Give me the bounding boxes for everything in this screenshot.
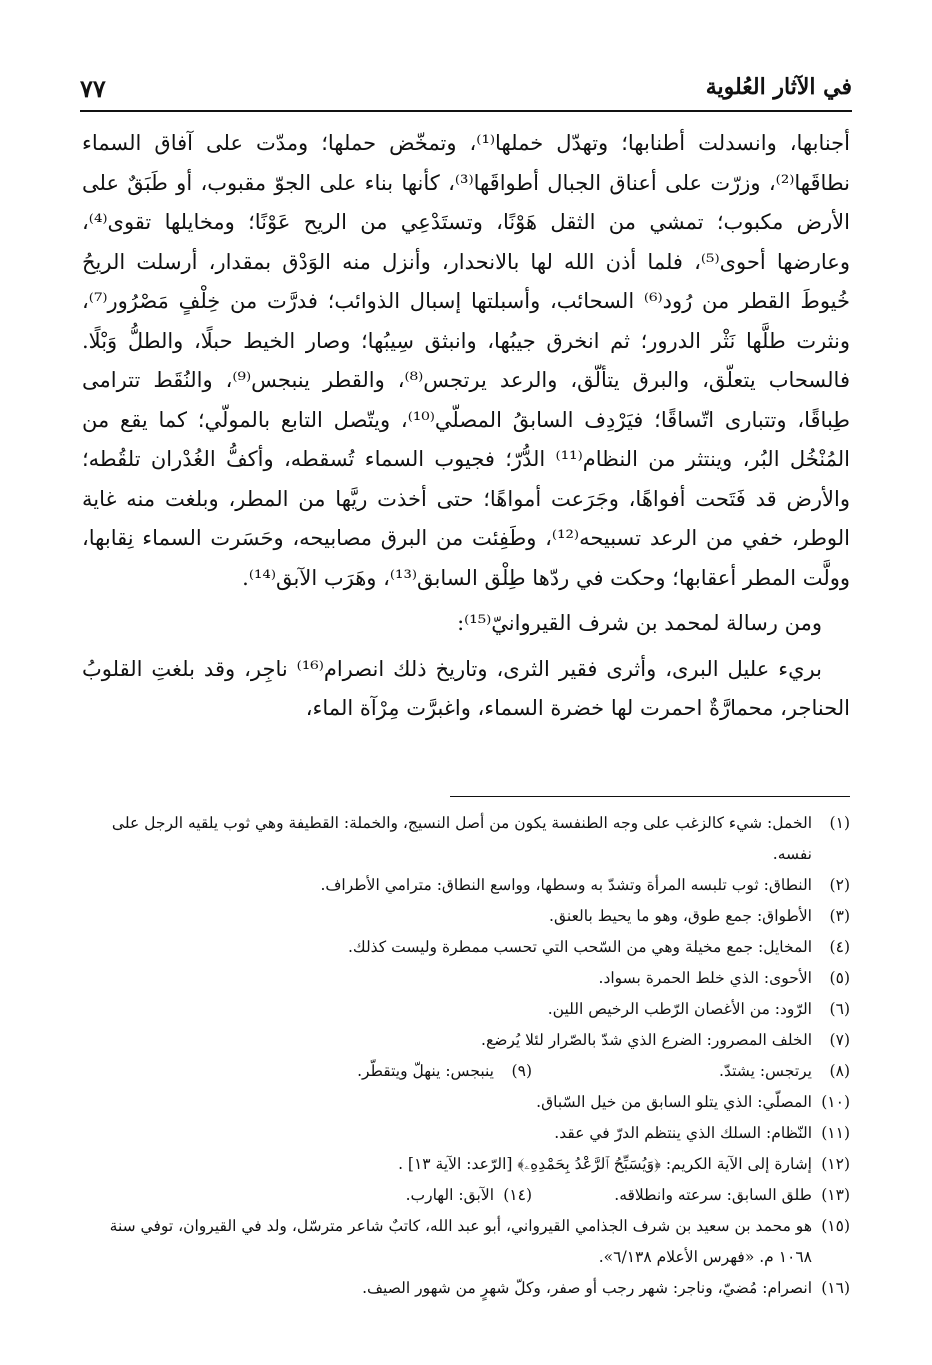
header-rule bbox=[80, 110, 852, 112]
footnote-text: المخايل: جمع مخيلة وهي من السّحب التي تحسب ممطرة وليست كذلك. bbox=[347, 938, 812, 956]
footnote-text: الآبق: الهارب. bbox=[405, 1186, 494, 1204]
footnote-text: النّظام: السلك الذي ينتظم الدرّ في عقد. bbox=[554, 1124, 812, 1142]
footnote-item bbox=[80, 932, 850, 963]
footnote-rule bbox=[450, 796, 850, 797]
footnote-row bbox=[80, 1180, 850, 1211]
footnote-item bbox=[552, 1180, 850, 1211]
footnote-text: النطاق: ثوب تلبسه المرأة وتشدّ به وسطها، وواسع النطاق: مترامي الأطراف. bbox=[320, 876, 812, 894]
closing-paragraph: بريء عليل البرى، وأثرى فقير الثرى، وتاريخ ذلك انصرام⁽¹⁶⁾ ناجِر، وقد بلغتِ القلوبُ الحناجر، محمارَّةٌ احمرت لها خضرة السماء، واغبرَّت مِرْآة الماء، bbox=[82, 656, 850, 720]
footnote-number: (١٣) bbox=[821, 1186, 850, 1204]
footnote-text: هو محمد بن سعيد بن شرف الجذامي القيرواني، أبو عبد الله، كاتبٌ شاعر مترسّل، ولد في القيروان، توفي سنة ١٠٦٨ م. «فهرس الأعلام ٦/١٣٨». bbox=[109, 1217, 812, 1266]
main-text bbox=[82, 124, 850, 729]
footnote-item bbox=[552, 1056, 850, 1087]
footnote-item bbox=[80, 1118, 850, 1149]
footnote-text: المصلّي: الذي يتلو السابق من خيل السّباق. bbox=[536, 1093, 812, 1111]
footnote-item bbox=[80, 1211, 850, 1273]
page-number: ٧٧ bbox=[80, 74, 106, 103]
footnote-number: (٢) bbox=[829, 876, 850, 894]
footnote-text: الخمل: شيء كالزغب على وجه الطنفسة يكون من أصل النسيج، والخملة: القطيفة وهي ثوب يلقيه الرجل على نفسه. bbox=[111, 814, 812, 863]
footnote-item bbox=[80, 1087, 850, 1118]
footnote-item bbox=[80, 963, 850, 994]
footnote-item bbox=[80, 1273, 850, 1304]
footnote-item bbox=[357, 1056, 532, 1087]
footnote-number: (١٦) bbox=[821, 1279, 850, 1297]
footnote-text: ينبجس: ينهلّ ويتقطّر. bbox=[357, 1062, 494, 1080]
footnote-item bbox=[406, 1180, 532, 1211]
footnote-text: يرتجس: يشتدّ. bbox=[719, 1062, 812, 1080]
footnote-item bbox=[80, 1025, 850, 1056]
footnote-row bbox=[80, 1056, 850, 1087]
footnote-item bbox=[80, 1149, 850, 1180]
page-header bbox=[80, 70, 852, 110]
body-paragraph: أجنابها، وانسدلت أطنابها؛ وتهدّل خملها⁽¹⁾، وتمخّض حملها؛ ومدّت على آفاق السماء نطاقَها⁽²⁾، وزرّت على أعناق الجبال أطواقَها⁽³⁾، كأنها بناء على الجوّ مقبوب، أو طَبَقٌ على الأرض مكبوب؛ تمشي من الثقل هَوْنًا، وتستَدْعِي من الريح عَوْنًا؛ ومخايلها تقوى⁽⁴⁾، وعارضها أحوى⁽⁵⁾، فلما أذن الله لها بالانحدار، وأنزل منه الوَدْق بمقدار، أرسلت الريحُ خُيوطَ القطر من رُود⁽⁶⁾ السحائب، وأسبلتها إسبال الذوائب؛ فدرَّت من خِلْفٍ مَصْرُور⁽⁷⁾، ونثرت طلَّها نَثْر الدرور؛ ثم انخرق جيبُها، وانبثق سِيبُها؛ وصار الخيط حبلًا، والطلُّ وَبْلًا. فالسحاب يتعلّق، والبرق يتألّق، والرعد يرتجس⁽⁸⁾، والقطر ينبجس⁽⁹⁾، والنُقَط تترامى طِباقًا، وتتبارى اتّساقًا؛ فيَرْدِف السابقُ المصلّي⁽¹⁰⁾، ويتّصل التابع بالمولّي؛ كما يقع من المُنْخُل البُر، وينتثر من النظام⁽¹¹⁾ الدُّرّ؛ فجيوب السماء تُسقطه، وأكفُّ الغُدْران تلقُطه؛ والأرض قد فَتَحت أفواهًا، وجَرَعت أمواهًا؛ حتى أخذت ريَّها من المطر، وبلغت منه غاية الوطر، خفي من الرعد تسبيحه⁽¹²⁾، وطَفِئت من البرق مصابيحه، وحَسَرت السماء نِقابها، وولَّت المطر أعقابها؛ وحكت في ردّها طِلْق السابق⁽¹³⁾، وهَرَب الآبق⁽¹⁴⁾. bbox=[82, 131, 850, 590]
footnote-text: الرّود: من الأغصان الرّطب الرخيص اللين. bbox=[547, 1000, 812, 1018]
footnote-number: (٨) bbox=[829, 1062, 850, 1080]
footnote-number: (١١) bbox=[821, 1124, 850, 1142]
footnote-number: (٤) bbox=[829, 938, 850, 956]
footnote-number: (١٠) bbox=[821, 1093, 850, 1111]
footnote-text: الأحوى: الذي خلط الحمرة بسواد. bbox=[598, 969, 812, 987]
footnote-number: (١٤) bbox=[503, 1186, 532, 1204]
footnote-number: (٦) bbox=[829, 1000, 850, 1018]
footnote-text: انصرام: مُضيّ، وناجر: شهر رجب أو صفر، وكلّ شهرٍ من شهور الصيف. bbox=[362, 1279, 812, 1297]
footnote-number: (١٢) bbox=[821, 1155, 850, 1173]
footnote-text: إشارة إلى الآية الكريم: ﴿وَيُسَبِّحُ ٱلرَّعْدُ بِحَمْدِهِۦ﴾ [الرّعد: الآية ١٣] . bbox=[398, 1155, 812, 1173]
footnote-item bbox=[80, 994, 850, 1025]
footnotes bbox=[80, 808, 850, 1304]
footnote-item bbox=[80, 808, 850, 870]
footnote-number: (٧) bbox=[829, 1031, 850, 1049]
footnote-number: (٥) bbox=[829, 969, 850, 987]
footnote-item bbox=[80, 901, 850, 932]
footnote-number: (٣) bbox=[829, 907, 850, 925]
footnote-text: الخلف المصرور: الضرع الذي شدّ بالصّرار لئلا يُرضع. bbox=[481, 1031, 812, 1049]
running-title: في الآثار العُلوية bbox=[705, 74, 852, 100]
section-subheading: ومن رسالة لمحمد بن شرف القيروانيّ⁽¹⁵⁾: bbox=[457, 611, 822, 635]
footnote-number: (١) bbox=[829, 814, 850, 832]
footnote-number: (١٥) bbox=[821, 1217, 850, 1235]
footnote-item bbox=[80, 870, 850, 901]
footnote-text: الأطواق: جمع طوق، وهو ما يحيط بالعنق. bbox=[549, 907, 812, 925]
footnote-number: (٩) bbox=[511, 1062, 532, 1080]
footnote-text: طلق السابق: سرعته وانطلاقه. bbox=[614, 1186, 812, 1204]
